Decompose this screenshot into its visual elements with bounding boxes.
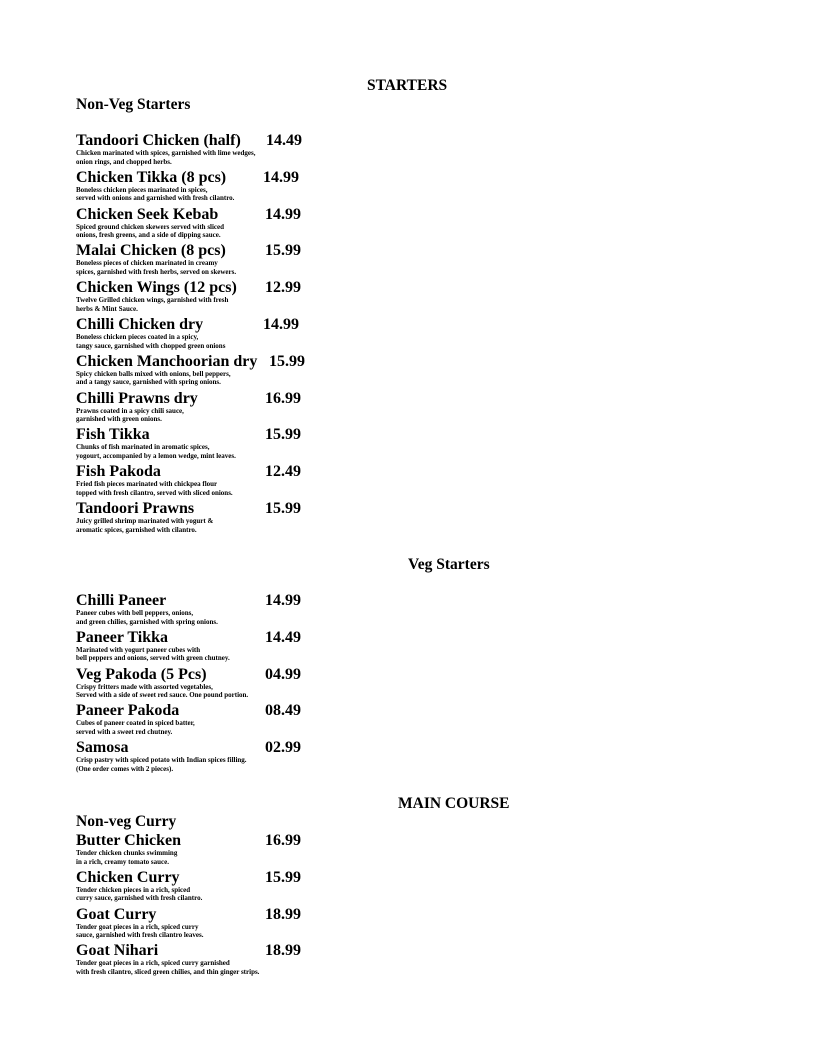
menu-item-name: Goat Curry	[76, 905, 157, 923]
menu-item-name: Chilli Prawns dry	[76, 389, 198, 407]
menu-item	[76, 702, 336, 739]
menu-item-price: 12.49	[265, 463, 301, 481]
menu-item-name: Chicken Seek Kebab	[76, 205, 219, 223]
menu-item-description: Paneer cubes with bell peppers, onions, and green chilies, garnished with spring onions.	[76, 609, 218, 626]
menu-item-description: Spiced ground chicken skewers served with sliced onions, fresh greens, and a side of dipping sauce.	[76, 222, 225, 240]
menu-item-price: 14.99	[265, 205, 301, 223]
menu-item-name: Chilli Paneer	[76, 592, 167, 609]
menu-item-description: Boneless chicken pieces marinated in spices, served with onions and garnished with fresh cilantro.	[76, 185, 235, 203]
menu-item	[76, 942, 336, 979]
menu-item	[76, 132, 336, 169]
menu-item-price: 14.49	[265, 628, 301, 646]
menu-item	[76, 242, 336, 279]
menu-item-price: 04.99	[265, 665, 301, 683]
menu-item-price: 18.99	[265, 905, 301, 923]
menu-item-description: Tender goat pieces in a rich, spiced curry sauce, garnished with fresh cilantro leaves.	[76, 922, 204, 940]
menu-item-price: 02.99	[265, 739, 301, 757]
menu-item	[76, 206, 336, 243]
menu-item-name: Paneer Pakoda	[76, 702, 180, 720]
menu-item-price: 15.99	[265, 426, 301, 444]
main-course-heading: MAIN COURSE	[398, 795, 510, 812]
menu-item	[76, 592, 336, 629]
menu-item-price: 15.99	[269, 352, 305, 370]
menu-item-price: 16.99	[265, 389, 301, 407]
menu-item	[76, 169, 336, 206]
starters-heading: STARTERS	[367, 77, 448, 94]
menu-item	[76, 666, 336, 703]
menu-item-description: Juicy grilled shrimp marinated with yogurt & aromatic spices, garnished with cilantro.	[76, 516, 214, 534]
menu-item-price: 15.99	[265, 499, 301, 517]
menu-item-price: 14.49	[266, 132, 302, 149]
menu-item	[76, 906, 336, 943]
menu-item-description: Boneless pieces of chicken marinated in creamy spices, garnished with fresh herbs, served on skewers.	[76, 259, 237, 276]
nonveg-curry-heading: Non-veg Curry	[76, 813, 177, 830]
menu-item	[76, 739, 336, 776]
menu-item-name: Goat Nihari	[76, 942, 159, 960]
menu-item-name: Samosa	[76, 739, 129, 757]
menu-item-name: Fish Pakoda	[76, 463, 161, 481]
menu-item	[76, 832, 336, 869]
menu-item	[76, 869, 336, 906]
menu-item-name: Chilli Chicken dry	[76, 315, 204, 333]
menu-item-description: Tender chicken pieces in a rich, spiced curry sauce, garnished with fresh cilantro.	[76, 885, 203, 903]
menu-item-name: Fish Tikka	[76, 426, 150, 444]
nonveg-starters-heading: Non-Veg Starters	[76, 96, 191, 113]
menu-item	[76, 500, 336, 537]
menu-item-description: Boneless chicken pieces coated in a spicy, tangy sauce, garnished with chopped green onions	[76, 332, 226, 350]
menu-item-name: Butter Chicken	[76, 832, 182, 849]
menu-item-description: Tender goat pieces in a rich, spiced curry garnished with fresh cilantro, sliced green chilies, and thin ginger strips.	[76, 959, 260, 976]
menu-item-price: 15.99	[265, 242, 301, 260]
menu-item-description: Marinated with yogurt paneer cubes with bell peppers and onions, served with green chutney.	[76, 645, 230, 663]
veg-starters-list	[76, 592, 336, 776]
menu-item-description: Chunks of fish marinated in aromatic spices, yogourt, accompanied by a lemon wedge, mint leaves.	[76, 443, 236, 460]
menu-item-price: 08.49	[265, 702, 301, 720]
menu-item-name: Veg Pakoda (5 Pcs)	[76, 665, 207, 683]
menu-item-description: Crispy fritters made with assorted vegetables, Served with a side of sweet red sauce. One pound portion.	[76, 682, 249, 700]
menu-item-description: Fried fish pieces marinated with chickpea flour topped with fresh cilantro, served with sliced onions.	[76, 480, 233, 497]
menu-item-name: Chicken Wings (12 pcs)	[76, 279, 237, 297]
menu-item	[76, 629, 336, 666]
menu-item-name: Paneer Tikka	[76, 628, 169, 646]
menu-item-name: Malai Chicken (8 pcs)	[76, 242, 226, 260]
menu-item	[76, 463, 336, 500]
menu-item	[76, 426, 336, 463]
menu-item-price: 15.99	[265, 868, 301, 886]
menu-item	[76, 279, 336, 316]
veg-starters-heading: Veg Starters	[408, 556, 490, 573]
menu-item-description: Twelve Grilled chicken wings, garnished with fresh herbs & Mint Sauce.	[76, 296, 229, 313]
menu-item-price: 14.99	[263, 168, 299, 186]
menu-item-description: Spicy chicken balls mixed with onions, bell peppers, and a tangy sauce, garnished with spring onions.	[76, 369, 231, 387]
menu-item-price: 12.99	[265, 279, 301, 297]
menu-item-description: Tender chicken chunks swimming in a rich, creamy tomato sauce.	[76, 849, 178, 866]
menu-item-price: 14.99	[265, 592, 301, 609]
menu-item-name: Chicken Manchoorian dry	[76, 352, 258, 370]
nonveg-curry-list	[76, 832, 336, 979]
menu-item-description: Prawns coated in a spicy chili sauce, garnished with green onions.	[76, 406, 184, 424]
menu-item-description: Cubes of paneer coated in spiced batter, served with a sweet red chutney.	[76, 719, 195, 736]
menu-item	[76, 316, 336, 353]
menu-item	[76, 353, 336, 390]
menu-item-price: 18.99	[265, 942, 301, 960]
menu-item-price: 16.99	[265, 832, 301, 849]
menu-item-name: Chicken Curry	[76, 868, 180, 886]
menu-item	[76, 390, 336, 427]
menu-item-name: Tandoori Chicken (half)	[76, 132, 241, 149]
nonveg-starters-list	[76, 132, 336, 537]
menu-item-name: Chicken Tikka (8 pcs)	[76, 168, 227, 186]
menu-item-description: Crisp pastry with spiced potato with Indian spices filling. (One order comes with 2 pieces).	[76, 756, 247, 773]
menu-item-price: 14.99	[263, 315, 299, 333]
menu-item-name: Tandoori Prawns	[76, 499, 195, 517]
menu-item-description: Chicken marinated with spices, garnished with lime wedges, onion rings, and chopped herbs.	[76, 149, 256, 166]
